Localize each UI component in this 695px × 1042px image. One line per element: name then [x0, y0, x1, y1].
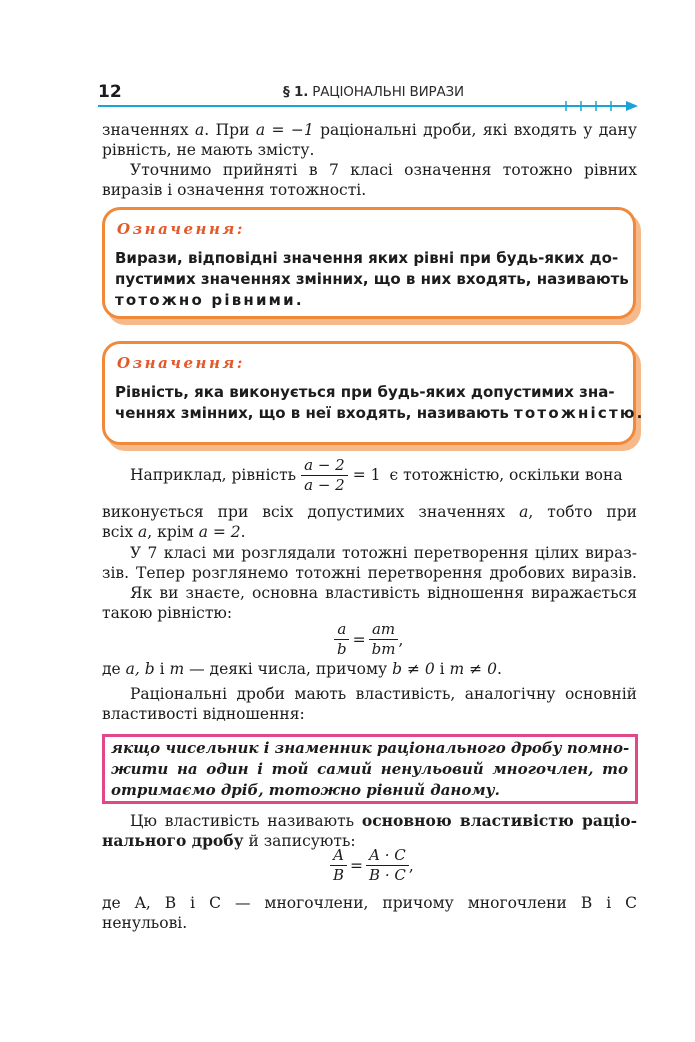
- body-p2-line-1: Як ви знаєте, основна властивість відношення виражається: [130, 584, 637, 602]
- definition-title: Означення:: [117, 220, 245, 238]
- formula-ratio-property: $\frac{a}{b}$ = $\frac{am}{bm}$ ,: [334, 620, 403, 659]
- rule-line-2: жити на один і той самий ненульовий многочлен, то: [111, 760, 628, 778]
- example-line-3: всіх a, крім a = 2.: [102, 523, 246, 541]
- header-rule-arrow: [98, 100, 638, 112]
- definition-2-line-1: Рівність, яка виконується при будь-яких допустимих зна-: [115, 383, 615, 401]
- definition-1-line-2: пустимих значеннях змінних, що в них входять, називають: [115, 270, 629, 288]
- intro-line-2: рівність, не мають змісту.: [102, 141, 315, 159]
- definition-box-2: [102, 341, 645, 445]
- fraction-a-minus-2: $\frac{a - 2}{a - 2}$: [301, 456, 348, 495]
- body-p2-line-2: такою рівністю:: [102, 604, 233, 622]
- running-head: [283, 84, 464, 100]
- definition-box-1: [102, 207, 636, 319]
- definition-1-line-1: Вирази, відповідні значення яких рівні при будь-яких до-: [115, 249, 619, 267]
- body-p1-line-1: У 7 класі ми розглядали тотожні перетворення цілих вираз-: [130, 544, 637, 562]
- closing-line-4: ненульові.: [102, 914, 188, 932]
- example-line-2: виконується при всіх допустимих значеннях a, тобто при: [102, 503, 637, 521]
- rule-line-3: отримаємо дріб, тотожно рівний даному.: [111, 781, 500, 799]
- body-p4-line-1: Раціональні дроби мають властивість, аналогічну основній: [130, 685, 637, 703]
- body-p4-line-2: властивості відношення:: [102, 705, 305, 723]
- formula-fraction-property: $\frac{A}{B}$ = $\frac{A \cdot C}{B \cdot C}$ ,: [330, 846, 414, 885]
- closing-line-2: нального дробу й записують:: [102, 831, 356, 850]
- rule-box: [102, 734, 638, 804]
- definition-2-line-2: ченнях змінних, що в неї входять, називають тотожністю.: [115, 404, 645, 422]
- body-p1-line-2: зів. Тепер розглянемо тотожні перетворення дробових виразів.: [102, 564, 637, 582]
- term-identity: тотожністю.: [514, 404, 645, 422]
- example-line-1: Наприклад, рівність $\frac{a - 2}{a - 2}$ = 1 є тотожністю, оскільки вона: [130, 455, 623, 494]
- intro-line-4: виразів і означення тотожності.: [102, 181, 367, 199]
- definition-title: Означення:: [117, 354, 245, 372]
- rule-line-1: якщо чисельник і знаменник раціонального дробу помно-: [111, 739, 630, 757]
- closing-line-3: де A, B і C — многочлени, причому многочлени B і C: [102, 894, 637, 912]
- page-number: 12: [98, 82, 122, 102]
- closing-line-1: Цю властивість називають основною властивістю раціо-: [130, 811, 638, 830]
- intro-line-3: Уточнимо прийняті в 7 класі означення тотожно рівних: [130, 161, 637, 179]
- body-p3: де a, b і m — деякі числа, причому b ≠ 0 і m ≠ 0.: [102, 660, 502, 678]
- section-mark: § 1.: [283, 84, 309, 100]
- definition-1-line-3: тотожно рівними.: [115, 291, 304, 309]
- section-title: РАЦІОНАЛЬНІ ВИРАЗИ: [312, 84, 464, 100]
- intro-line-1: значеннях a. При a = −1 раціональні дроби, які входять у дану: [102, 121, 637, 139]
